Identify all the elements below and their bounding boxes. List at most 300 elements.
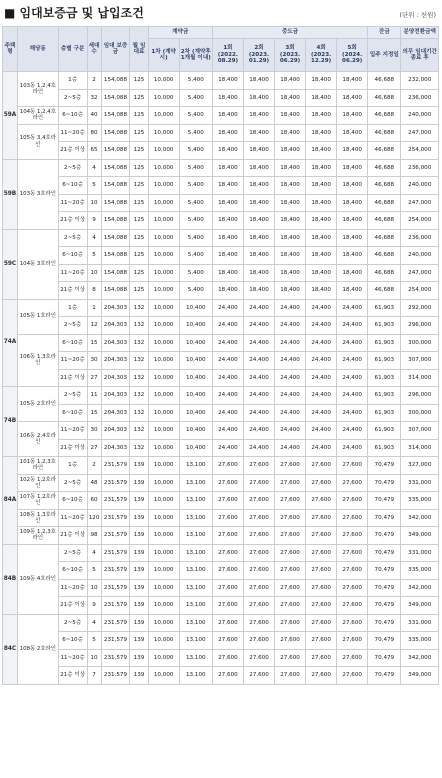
m2-cell: 24,400 bbox=[243, 369, 274, 387]
table-row bbox=[3, 89, 439, 107]
table-row bbox=[3, 107, 439, 125]
m1-cell: 18,400 bbox=[212, 212, 243, 230]
m5-cell: 18,400 bbox=[337, 107, 368, 125]
units-cell: 9 bbox=[87, 597, 101, 615]
m2-cell: 24,400 bbox=[243, 299, 274, 317]
m1-cell: 27,600 bbox=[212, 667, 243, 685]
units-cell: 10 bbox=[87, 194, 101, 212]
m4-cell: 18,400 bbox=[306, 107, 337, 125]
deposit-cell: 154,088 bbox=[101, 89, 130, 107]
bal-cell: 46,688 bbox=[368, 282, 401, 300]
m5-cell: 24,400 bbox=[337, 317, 368, 335]
conv-cell: 335,000 bbox=[401, 562, 439, 580]
conv-cell: 331,000 bbox=[401, 544, 439, 562]
conv-cell: 327,000 bbox=[401, 457, 439, 475]
conv-cell: 314,000 bbox=[401, 369, 439, 387]
floor-cell: 2~5층 bbox=[58, 387, 87, 405]
table-row bbox=[3, 194, 439, 212]
rent-cell: 125 bbox=[130, 107, 148, 125]
m2-cell: 27,600 bbox=[243, 579, 274, 597]
m5-cell: 18,400 bbox=[337, 247, 368, 265]
m4-cell: 24,400 bbox=[306, 299, 337, 317]
c2-cell: 5,400 bbox=[179, 159, 212, 177]
m2-cell: 24,400 bbox=[243, 317, 274, 335]
m5-cell: 27,600 bbox=[337, 544, 368, 562]
conv-cell: 254,000 bbox=[401, 282, 439, 300]
m2-cell: 18,400 bbox=[243, 142, 274, 160]
m3-cell: 24,400 bbox=[275, 352, 306, 370]
floor-cell: 1층 bbox=[58, 457, 87, 475]
deposit-cell: 154,088 bbox=[101, 229, 130, 247]
units-cell: 120 bbox=[87, 509, 101, 527]
floor-cell: 2~5층 bbox=[58, 544, 87, 562]
deposit-cell: 204,303 bbox=[101, 299, 130, 317]
dong-cell: 109동 1,2,3호라인 bbox=[17, 527, 58, 545]
conv-cell: 247,000 bbox=[401, 194, 439, 212]
c2-cell: 10,400 bbox=[179, 317, 212, 335]
dong-cell: 105동 3,4호라인 bbox=[17, 124, 58, 159]
bal-cell: 61,903 bbox=[368, 422, 401, 440]
deposit-cell: 204,303 bbox=[101, 317, 130, 335]
units-cell: 65 bbox=[87, 142, 101, 160]
units-cell: 15 bbox=[87, 404, 101, 422]
rent-cell: 125 bbox=[130, 89, 148, 107]
c1-cell: 10,000 bbox=[148, 474, 179, 492]
m2-cell: 18,400 bbox=[243, 247, 274, 265]
m5-cell: 24,400 bbox=[337, 352, 368, 370]
units-cell: 5 bbox=[87, 562, 101, 580]
m5-cell: 18,400 bbox=[337, 159, 368, 177]
c2-cell: 10,400 bbox=[179, 422, 212, 440]
units-cell: 10 bbox=[87, 264, 101, 282]
bal-cell: 46,688 bbox=[368, 247, 401, 265]
m2-cell: 18,400 bbox=[243, 124, 274, 142]
c1-cell: 10,000 bbox=[148, 72, 179, 90]
rent-cell: 132 bbox=[130, 334, 148, 352]
m5-cell: 18,400 bbox=[337, 282, 368, 300]
bal-cell: 70,479 bbox=[368, 649, 401, 667]
table-body bbox=[3, 72, 439, 685]
m2-cell: 27,600 bbox=[243, 667, 274, 685]
c2-cell: 5,400 bbox=[179, 89, 212, 107]
table-row bbox=[3, 247, 439, 265]
c2-cell: 10,400 bbox=[179, 439, 212, 457]
bal-cell: 46,688 bbox=[368, 124, 401, 142]
deposit-cell: 154,088 bbox=[101, 159, 130, 177]
m3-cell: 27,600 bbox=[275, 614, 306, 632]
c2-cell: 5,400 bbox=[179, 264, 212, 282]
m3-cell: 27,600 bbox=[275, 457, 306, 475]
c1-cell: 10,000 bbox=[148, 527, 179, 545]
m4-cell: 18,400 bbox=[306, 282, 337, 300]
m2-cell: 24,400 bbox=[243, 334, 274, 352]
c1-cell: 10,000 bbox=[148, 597, 179, 615]
c1-cell: 10,000 bbox=[148, 509, 179, 527]
conv-cell: 292,000 bbox=[401, 299, 439, 317]
m3-cell: 27,600 bbox=[275, 527, 306, 545]
floor-cell: 11~20층 bbox=[58, 579, 87, 597]
table-row bbox=[3, 282, 439, 300]
rent-cell: 139 bbox=[130, 667, 148, 685]
dong-cell: 108동 2호라인 bbox=[17, 614, 58, 684]
m2-cell: 18,400 bbox=[243, 212, 274, 230]
c1-cell: 10,000 bbox=[148, 422, 179, 440]
units-cell: 10 bbox=[87, 579, 101, 597]
c2-cell: 10,400 bbox=[179, 299, 212, 317]
table-row bbox=[3, 387, 439, 405]
rent-cell: 139 bbox=[130, 544, 148, 562]
m2-cell: 18,400 bbox=[243, 159, 274, 177]
m3-cell: 18,400 bbox=[275, 159, 306, 177]
col-group-contract: 계약금 bbox=[148, 27, 212, 39]
table-row bbox=[3, 72, 439, 90]
deposit-cell: 204,303 bbox=[101, 369, 130, 387]
m2-cell: 18,400 bbox=[243, 229, 274, 247]
c1-cell: 10,000 bbox=[148, 159, 179, 177]
conv-cell: 314,000 bbox=[401, 439, 439, 457]
m3-cell: 27,600 bbox=[275, 492, 306, 510]
house-type-cell: 59B bbox=[3, 159, 18, 229]
m4-cell: 24,400 bbox=[306, 352, 337, 370]
floor-cell: 21층 이상 bbox=[58, 142, 87, 160]
floor-cell: 11~20층 bbox=[58, 509, 87, 527]
table-row bbox=[3, 229, 439, 247]
bal-cell: 61,903 bbox=[368, 404, 401, 422]
conv-cell: 307,000 bbox=[401, 422, 439, 440]
table-row bbox=[3, 667, 439, 685]
col-group-balance: 잔금 bbox=[368, 27, 401, 39]
c1-cell: 10,000 bbox=[148, 369, 179, 387]
rent-cell: 132 bbox=[130, 404, 148, 422]
bal-cell: 61,903 bbox=[368, 387, 401, 405]
units-cell: 5 bbox=[87, 632, 101, 650]
m5-cell: 27,600 bbox=[337, 527, 368, 545]
m4-cell: 18,400 bbox=[306, 159, 337, 177]
c2-cell: 13,100 bbox=[179, 597, 212, 615]
unit-note: (단위 : 천원) bbox=[399, 11, 436, 19]
m2-cell: 18,400 bbox=[243, 282, 274, 300]
m5-cell: 18,400 bbox=[337, 177, 368, 195]
c2-cell: 13,100 bbox=[179, 474, 212, 492]
m3-cell: 18,400 bbox=[275, 247, 306, 265]
c1-cell: 10,000 bbox=[148, 579, 179, 597]
floor-cell: 1층 bbox=[58, 299, 87, 317]
c1-cell: 10,000 bbox=[148, 387, 179, 405]
col-contract-1: 1차 (계약시) bbox=[148, 39, 179, 72]
conv-cell: 349,000 bbox=[401, 597, 439, 615]
c2-cell: 13,100 bbox=[179, 614, 212, 632]
m2-cell: 27,600 bbox=[243, 562, 274, 580]
m1-cell: 24,400 bbox=[212, 369, 243, 387]
bal-cell: 70,479 bbox=[368, 597, 401, 615]
m4-cell: 24,400 bbox=[306, 439, 337, 457]
m1-cell: 18,400 bbox=[212, 194, 243, 212]
m3-cell: 24,400 bbox=[275, 317, 306, 335]
m3-cell: 27,600 bbox=[275, 474, 306, 492]
table-row bbox=[3, 632, 439, 650]
floor-cell: 11~20층 bbox=[58, 124, 87, 142]
rent-cell: 132 bbox=[130, 439, 148, 457]
c1-cell: 10,000 bbox=[148, 124, 179, 142]
bal-cell: 70,479 bbox=[368, 527, 401, 545]
m1-cell: 24,400 bbox=[212, 299, 243, 317]
floor-cell: 21층 이상 bbox=[58, 527, 87, 545]
conv-cell: 236,000 bbox=[401, 229, 439, 247]
table-row bbox=[3, 299, 439, 317]
rent-cell: 139 bbox=[130, 614, 148, 632]
m1-cell: 24,400 bbox=[212, 404, 243, 422]
rent-cell: 125 bbox=[130, 247, 148, 265]
conv-cell: 254,000 bbox=[401, 212, 439, 230]
m4-cell: 18,400 bbox=[306, 142, 337, 160]
floor-cell: 2~5층 bbox=[58, 229, 87, 247]
deposit-cell: 204,303 bbox=[101, 352, 130, 370]
bal-cell: 70,479 bbox=[368, 492, 401, 510]
bal-cell: 46,688 bbox=[368, 264, 401, 282]
units-cell: 80 bbox=[87, 124, 101, 142]
col-units: 세대수 bbox=[87, 27, 101, 72]
table-row bbox=[3, 474, 439, 492]
c2-cell: 5,400 bbox=[179, 142, 212, 160]
c1-cell: 10,000 bbox=[148, 142, 179, 160]
conv-cell: 300,000 bbox=[401, 404, 439, 422]
bal-cell: 46,688 bbox=[368, 159, 401, 177]
m5-cell: 24,400 bbox=[337, 387, 368, 405]
m2-cell: 18,400 bbox=[243, 177, 274, 195]
rent-cell: 132 bbox=[130, 387, 148, 405]
conv-cell: 335,000 bbox=[401, 492, 439, 510]
m2-cell: 18,400 bbox=[243, 264, 274, 282]
m4-cell: 24,400 bbox=[306, 317, 337, 335]
m3-cell: 24,400 bbox=[275, 334, 306, 352]
deposit-cell: 204,303 bbox=[101, 387, 130, 405]
m2-cell: 27,600 bbox=[243, 492, 274, 510]
m3-cell: 18,400 bbox=[275, 212, 306, 230]
m5-cell: 27,600 bbox=[337, 614, 368, 632]
deposit-cell: 231,579 bbox=[101, 509, 130, 527]
m2-cell: 27,600 bbox=[243, 614, 274, 632]
col-floor: 층별 구분 bbox=[58, 27, 87, 72]
c2-cell: 5,400 bbox=[179, 177, 212, 195]
deposit-cell: 154,088 bbox=[101, 194, 130, 212]
m3-cell: 24,400 bbox=[275, 369, 306, 387]
conv-cell: 307,000 bbox=[401, 352, 439, 370]
deposit-cell: 154,088 bbox=[101, 212, 130, 230]
m2-cell: 24,400 bbox=[243, 439, 274, 457]
col-group-mid: 중도금 bbox=[212, 27, 367, 39]
house-type-cell: 84C bbox=[3, 614, 18, 684]
m1-cell: 27,600 bbox=[212, 474, 243, 492]
m3-cell: 27,600 bbox=[275, 597, 306, 615]
m3-cell: 18,400 bbox=[275, 89, 306, 107]
c1-cell: 10,000 bbox=[148, 177, 179, 195]
floor-cell: 2~5층 bbox=[58, 614, 87, 632]
m5-cell: 24,400 bbox=[337, 439, 368, 457]
c2-cell: 5,400 bbox=[179, 247, 212, 265]
c2-cell: 10,400 bbox=[179, 334, 212, 352]
units-cell: 4 bbox=[87, 229, 101, 247]
c2-cell: 5,400 bbox=[179, 282, 212, 300]
floor-cell: 6~10층 bbox=[58, 247, 87, 265]
house-type-cell: 84B bbox=[3, 544, 18, 614]
rent-cell: 139 bbox=[130, 562, 148, 580]
table-row bbox=[3, 527, 439, 545]
dong-cell: 105동 2호라인 bbox=[17, 387, 58, 422]
m2-cell: 18,400 bbox=[243, 72, 274, 90]
col-conversion: 의무 임대기간 종료 후 bbox=[401, 39, 439, 72]
c2-cell: 10,400 bbox=[179, 352, 212, 370]
conv-cell: 254,000 bbox=[401, 142, 439, 160]
header bbox=[0, 0, 442, 26]
rent-cell: 125 bbox=[130, 212, 148, 230]
m1-cell: 27,600 bbox=[212, 597, 243, 615]
conv-cell: 331,000 bbox=[401, 614, 439, 632]
c1-cell: 10,000 bbox=[148, 107, 179, 125]
m3-cell: 24,400 bbox=[275, 387, 306, 405]
c2-cell: 10,400 bbox=[179, 369, 212, 387]
c2-cell: 5,400 bbox=[179, 194, 212, 212]
c1-cell: 10,000 bbox=[148, 264, 179, 282]
c2-cell: 13,100 bbox=[179, 562, 212, 580]
floor-cell: 21층 이상 bbox=[58, 282, 87, 300]
bal-cell: 46,688 bbox=[368, 72, 401, 90]
m1-cell: 24,400 bbox=[212, 439, 243, 457]
c2-cell: 5,400 bbox=[179, 72, 212, 90]
rent-cell: 139 bbox=[130, 492, 148, 510]
c2-cell: 13,100 bbox=[179, 457, 212, 475]
bal-cell: 70,479 bbox=[368, 562, 401, 580]
deposit-cell: 154,088 bbox=[101, 177, 130, 195]
m1-cell: 24,400 bbox=[212, 334, 243, 352]
units-cell: 12 bbox=[87, 317, 101, 335]
conv-cell: 296,000 bbox=[401, 387, 439, 405]
deposit-cell: 231,579 bbox=[101, 527, 130, 545]
bal-cell: 70,479 bbox=[368, 509, 401, 527]
rent-cell: 132 bbox=[130, 422, 148, 440]
deposit-cell: 154,088 bbox=[101, 142, 130, 160]
c1-cell: 10,000 bbox=[148, 544, 179, 562]
dong-cell: 104동 1,2,4호라인 bbox=[17, 107, 58, 125]
table-row bbox=[3, 492, 439, 510]
c2-cell: 5,400 bbox=[179, 229, 212, 247]
m4-cell: 27,600 bbox=[306, 509, 337, 527]
deposit-cell: 204,303 bbox=[101, 334, 130, 352]
units-cell: 4 bbox=[87, 159, 101, 177]
units-cell: 2 bbox=[87, 457, 101, 475]
dong-cell: 106동 1,3호라인 bbox=[17, 334, 58, 387]
units-cell: 8 bbox=[87, 282, 101, 300]
m3-cell: 27,600 bbox=[275, 632, 306, 650]
m4-cell: 18,400 bbox=[306, 264, 337, 282]
c1-cell: 10,000 bbox=[148, 649, 179, 667]
rent-cell: 139 bbox=[130, 527, 148, 545]
m2-cell: 18,400 bbox=[243, 107, 274, 125]
table-row bbox=[3, 439, 439, 457]
m4-cell: 27,600 bbox=[306, 492, 337, 510]
units-cell: 27 bbox=[87, 369, 101, 387]
units-cell: 60 bbox=[87, 492, 101, 510]
m3-cell: 24,400 bbox=[275, 404, 306, 422]
units-cell: 2 bbox=[87, 72, 101, 90]
table-row bbox=[3, 124, 439, 142]
col-mid-5: 5회 (2024. 06.29) bbox=[337, 39, 368, 72]
rent-cell: 125 bbox=[130, 142, 148, 160]
table-row bbox=[3, 579, 439, 597]
col-mid-3: 3회 (2023. 06.29) bbox=[275, 39, 306, 72]
c1-cell: 10,000 bbox=[148, 247, 179, 265]
m1-cell: 27,600 bbox=[212, 509, 243, 527]
c1-cell: 10,000 bbox=[148, 317, 179, 335]
bal-cell: 70,479 bbox=[368, 614, 401, 632]
m1-cell: 24,400 bbox=[212, 317, 243, 335]
bal-cell: 46,688 bbox=[368, 107, 401, 125]
m1-cell: 27,600 bbox=[212, 492, 243, 510]
m1-cell: 24,400 bbox=[212, 422, 243, 440]
conv-cell: 342,000 bbox=[401, 649, 439, 667]
house-type-cell: 74B bbox=[3, 387, 18, 457]
conv-cell: 236,000 bbox=[401, 89, 439, 107]
deposit-cell: 154,088 bbox=[101, 247, 130, 265]
dong-cell: 102동 1,2호라인 bbox=[17, 474, 58, 492]
m2-cell: 27,600 bbox=[243, 457, 274, 475]
m1-cell: 18,400 bbox=[212, 177, 243, 195]
m4-cell: 27,600 bbox=[306, 649, 337, 667]
floor-cell: 2~5층 bbox=[58, 474, 87, 492]
m2-cell: 24,400 bbox=[243, 387, 274, 405]
m4-cell: 18,400 bbox=[306, 177, 337, 195]
conv-cell: 300,000 bbox=[401, 334, 439, 352]
m1-cell: 18,400 bbox=[212, 229, 243, 247]
units-cell: 32 bbox=[87, 89, 101, 107]
rent-cell: 125 bbox=[130, 264, 148, 282]
deposit-cell: 231,579 bbox=[101, 632, 130, 650]
col-dong: 해당동 bbox=[17, 27, 58, 72]
m1-cell: 27,600 bbox=[212, 562, 243, 580]
c2-cell: 13,100 bbox=[179, 649, 212, 667]
floor-cell: 6~10층 bbox=[58, 107, 87, 125]
c1-cell: 10,000 bbox=[148, 439, 179, 457]
m3-cell: 24,400 bbox=[275, 422, 306, 440]
col-type: 주택형 bbox=[3, 27, 18, 72]
deposit-cell: 154,088 bbox=[101, 282, 130, 300]
c1-cell: 10,000 bbox=[148, 492, 179, 510]
m2-cell: 27,600 bbox=[243, 597, 274, 615]
m5-cell: 24,400 bbox=[337, 369, 368, 387]
deposit-cell: 231,579 bbox=[101, 579, 130, 597]
deposit-table bbox=[2, 26, 439, 685]
m2-cell: 27,600 bbox=[243, 509, 274, 527]
c2-cell: 13,100 bbox=[179, 527, 212, 545]
conv-cell: 240,000 bbox=[401, 107, 439, 125]
m5-cell: 27,600 bbox=[337, 649, 368, 667]
units-cell: 15 bbox=[87, 334, 101, 352]
deposit-cell: 231,579 bbox=[101, 544, 130, 562]
bal-cell: 46,688 bbox=[368, 142, 401, 160]
m3-cell: 27,600 bbox=[275, 579, 306, 597]
m3-cell: 18,400 bbox=[275, 229, 306, 247]
conv-cell: 331,000 bbox=[401, 474, 439, 492]
bal-cell: 46,688 bbox=[368, 229, 401, 247]
rent-cell: 125 bbox=[130, 229, 148, 247]
m4-cell: 24,400 bbox=[306, 369, 337, 387]
c2-cell: 5,400 bbox=[179, 107, 212, 125]
floor-cell: 6~10층 bbox=[58, 404, 87, 422]
m1-cell: 27,600 bbox=[212, 457, 243, 475]
rent-cell: 139 bbox=[130, 474, 148, 492]
m1-cell: 27,600 bbox=[212, 649, 243, 667]
c1-cell: 10,000 bbox=[148, 352, 179, 370]
bal-cell: 61,903 bbox=[368, 334, 401, 352]
